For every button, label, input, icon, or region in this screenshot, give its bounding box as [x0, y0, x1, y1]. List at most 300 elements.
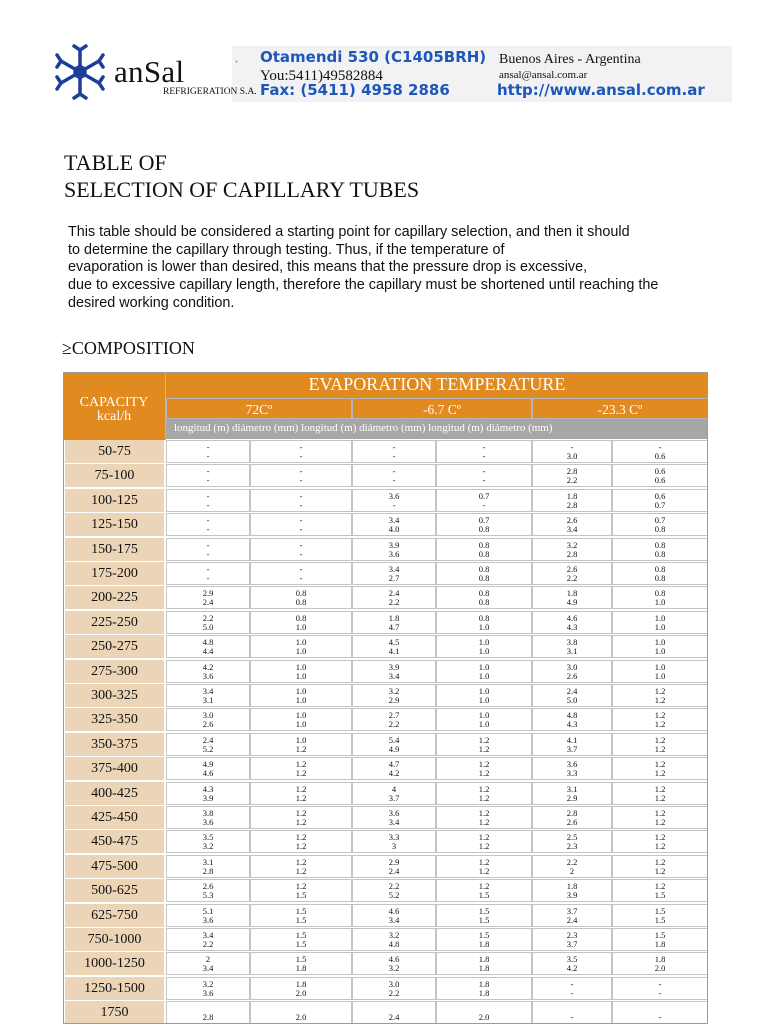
cell-value: 1.2	[295, 808, 307, 818]
cell-value: 2.3	[566, 930, 578, 940]
capacity-cell: 1750	[65, 1001, 164, 1024]
cell-value: -	[206, 475, 210, 486]
length-cell	[532, 830, 612, 853]
capacity-cell: 250-275	[65, 635, 164, 658]
cell-value: 3.2	[388, 930, 400, 940]
cell-value: 1.2	[654, 856, 666, 867]
cell-value: 4.5	[388, 637, 400, 648]
table-row	[63, 538, 708, 562]
cell-value: 1.2	[478, 808, 490, 818]
cell-value: 3.7	[566, 905, 578, 916]
length-cell	[166, 952, 250, 975]
capacity-cell: 475-500	[65, 855, 164, 878]
table-row	[63, 782, 708, 806]
diameter-cell	[250, 904, 352, 927]
cell-value: 1.0	[654, 637, 666, 648]
cell-value: 2.2	[388, 987, 400, 998]
length-cell	[352, 464, 436, 487]
length-cell	[352, 708, 436, 731]
length-cell	[352, 806, 436, 829]
cell-value: 4.7	[388, 621, 400, 632]
capacity-cell: 750-1000	[65, 928, 164, 951]
cell-value: 2.9	[566, 792, 578, 803]
cell-value: 5.1	[202, 905, 214, 916]
length-cell	[532, 684, 612, 707]
length-cell	[166, 538, 250, 561]
cell-value: 0.8	[654, 539, 666, 550]
cell-value: -	[299, 548, 303, 559]
length-cell	[352, 733, 436, 756]
diameter-cell	[250, 928, 352, 951]
cell-value: 4.8	[202, 637, 214, 648]
length-cell	[352, 1001, 436, 1024]
cell-value: 1.8	[478, 987, 490, 998]
length-cell	[532, 586, 612, 609]
cell-value: 0.8	[478, 548, 490, 559]
diameter-cell	[250, 562, 352, 585]
cell-value: 1.5	[295, 930, 307, 940]
cell-value: 0.8	[478, 612, 490, 623]
length-cell	[166, 708, 250, 731]
cell-value: 1.0	[295, 734, 307, 745]
cell-value: 1.0	[295, 670, 307, 681]
table-row	[63, 489, 708, 513]
cell-value: 2.0	[478, 1012, 490, 1023]
cell-value: 0.7	[654, 515, 666, 526]
cell-value: 4.9	[388, 743, 400, 754]
length-cell	[352, 635, 436, 658]
cell-value: 2.3	[566, 841, 578, 852]
cell-value: 1.0	[478, 695, 490, 705]
cell-value: 2.2	[202, 612, 214, 623]
cell-value: 1.5	[654, 914, 666, 925]
cell-value: 1.0	[478, 646, 490, 657]
table-row	[63, 977, 708, 1001]
cell-value: 2.4	[388, 865, 400, 876]
cell-value: -	[299, 539, 303, 550]
cell-value: 1.0	[478, 719, 490, 730]
cell-value: -	[570, 1012, 574, 1023]
cell-value: 2.8	[202, 865, 214, 876]
length-cell	[532, 977, 612, 1000]
cell-value: 3.9	[566, 890, 578, 901]
table-row	[63, 513, 708, 537]
cell-value: 1.0	[478, 710, 490, 721]
cell-value: -	[392, 466, 396, 477]
cell-value: 2.6	[566, 515, 578, 526]
diameter-cell	[436, 952, 532, 975]
length-cell	[352, 855, 436, 878]
diameter-cell	[250, 977, 352, 1000]
diameter-cell	[436, 977, 532, 1000]
diameter-cell	[436, 440, 532, 463]
capacity-cell: 275-300	[65, 660, 164, 683]
diameter-cell	[436, 684, 532, 707]
cell-value: 4.3	[202, 783, 214, 794]
cell-value: -	[392, 451, 396, 461]
cell-value: 1.2	[654, 841, 666, 852]
length-cell	[532, 928, 612, 951]
cell-value: 3.4	[388, 564, 400, 574]
cell-value: 3.7	[566, 939, 578, 949]
cell-value: -	[658, 1012, 662, 1023]
cell-value: 2.9	[388, 856, 400, 867]
length-cell	[532, 660, 612, 683]
length-cell	[532, 1001, 612, 1024]
cell-value: 2.2	[566, 475, 578, 486]
cell-value: 4.0	[388, 524, 400, 535]
cell-value: 4.8	[566, 710, 578, 721]
diameter-cell	[612, 513, 708, 536]
cell-value: 3.7	[566, 743, 578, 754]
cell-value: 1.0	[654, 661, 666, 672]
intro-line: to determine the capillary through testing. Thus, if the temperature of	[68, 241, 505, 258]
cell-value: 1.8	[654, 954, 666, 965]
cell-value: 1.0	[478, 686, 490, 696]
length-cell	[532, 806, 612, 829]
cell-value: 1.2	[654, 792, 666, 803]
cell-value: -	[206, 573, 210, 583]
diameter-cell	[612, 879, 708, 902]
cell-value: 2.0	[295, 987, 307, 998]
cell-value: 1.2	[654, 710, 666, 721]
cell-value: 2.4	[388, 588, 400, 599]
cell-value: 1.0	[478, 670, 490, 681]
capacity-cell: 500-625	[65, 879, 164, 902]
cell-value: -	[570, 987, 574, 998]
cell-value: 0.8	[654, 564, 666, 574]
length-cell	[352, 489, 436, 512]
cell-value: 1.2	[654, 743, 666, 754]
cell-value: 4.1	[566, 734, 578, 745]
cell-value: 4.2	[388, 768, 400, 779]
diameter-cell	[612, 611, 708, 634]
cell-value: 2.5	[566, 832, 578, 843]
cell-value: 1.2	[654, 808, 666, 818]
cell-value: 0.8	[654, 573, 666, 583]
diameter-cell	[436, 733, 532, 756]
cell-value: 5.3	[202, 890, 214, 901]
length-cell	[352, 757, 436, 780]
diameter-cell	[436, 489, 532, 512]
table-row	[63, 733, 708, 757]
cell-value: -	[299, 573, 303, 583]
cell-value: 2.2	[566, 856, 578, 867]
cell-value: 1.5	[295, 939, 307, 949]
cell-value: 2.6	[566, 670, 578, 681]
diameter-cell	[436, 830, 532, 853]
decorative-dot: •	[235, 57, 239, 67]
cell-value: 1.0	[478, 621, 490, 632]
cell-value: 3.1	[566, 646, 578, 657]
length-cell	[352, 684, 436, 707]
cell-value: 0.8	[654, 548, 666, 559]
diameter-cell	[612, 538, 708, 561]
length-cell	[532, 952, 612, 975]
cell-value: 1.2	[654, 695, 666, 705]
cell-value: 0.8	[478, 564, 490, 574]
cell-value: 3.8	[202, 808, 214, 818]
cell-value: -	[206, 539, 210, 550]
length-cell	[166, 928, 250, 951]
cell-value: 2.2	[388, 881, 400, 892]
cell-value: -	[206, 490, 210, 501]
length-cell	[166, 440, 250, 463]
diameter-cell	[436, 904, 532, 927]
diameter-cell	[612, 977, 708, 1000]
intro-line: This table should be considered a starting point for capillary selection, and then it should	[68, 224, 630, 240]
cell-value: -	[206, 564, 210, 574]
cell-value: 1.5	[478, 930, 490, 940]
capacity-cell: 400-425	[65, 782, 164, 805]
phone-line: You:5411)49582884	[260, 68, 383, 84]
diameter-cell	[250, 879, 352, 902]
temp-header-2: -6.7 Cº	[352, 398, 532, 419]
diameter-cell	[250, 806, 352, 829]
intro-line: due to excessive capillary length, therefore the capillary must be shortened until reaching the	[68, 277, 659, 294]
website-link[interactable]: http://www.ansal.com.ar	[497, 81, 705, 99]
length-cell	[532, 855, 612, 878]
diameter-cell	[250, 952, 352, 975]
cell-value: 1.0	[654, 646, 666, 657]
cell-value: 3.6	[566, 759, 578, 770]
length-cell	[166, 855, 250, 878]
diameter-cell	[612, 855, 708, 878]
length-cell	[166, 611, 250, 634]
diameter-cell	[250, 586, 352, 609]
length-cell	[532, 538, 612, 561]
email-link[interactable]: ansal@ansal.com.ar	[499, 69, 588, 81]
cell-value: -	[206, 499, 210, 510]
cell-value: 3.8	[566, 637, 578, 648]
cell-value: 0.6	[654, 451, 666, 461]
cell-value: 1.8	[566, 881, 578, 892]
diameter-cell	[612, 904, 708, 927]
cell-value: 0.8	[478, 539, 490, 550]
length-cell	[352, 830, 436, 853]
length-cell	[532, 904, 612, 927]
cell-value: 1.0	[295, 710, 307, 721]
cell-value: 0.8	[295, 597, 307, 608]
capacity-header	[63, 372, 166, 440]
cell-value: 0.8	[654, 524, 666, 535]
cell-value: 3.6	[202, 987, 214, 998]
cell-value: 4.7	[388, 759, 400, 770]
cell-value: 4.6	[388, 954, 400, 965]
diameter-cell	[436, 635, 532, 658]
cell-value: 0.8	[478, 524, 490, 535]
cell-value: 0.8	[478, 573, 490, 583]
cell-value: 2.8	[566, 548, 578, 559]
capacity-header-unit: kcal/h	[96, 409, 132, 424]
cell-value: 3.4	[388, 515, 400, 526]
diameter-cell	[250, 782, 352, 805]
cell-value: 0.7	[478, 490, 490, 501]
capacity-cell: 1250-1500	[65, 977, 164, 1000]
table-row	[63, 904, 708, 928]
cell-value: 1.2	[478, 856, 490, 867]
table-row	[63, 660, 708, 684]
length-cell	[166, 977, 250, 1000]
cell-value: 1.2	[478, 881, 490, 892]
diameter-cell	[250, 611, 352, 634]
column-subheader: longitud (m) diámetro (mm) longitud (m) diámetro (mm) longitud (m) diámetro (mm)	[166, 419, 708, 439]
cell-value: 3.9	[202, 792, 214, 803]
length-cell	[532, 733, 612, 756]
cell-value: 4.6	[566, 612, 578, 623]
cell-value: 1.2	[478, 841, 490, 852]
capacity-cell: 625-750	[65, 904, 164, 927]
cell-value: -	[482, 451, 486, 461]
city-line: Buenos Aires - Argentina	[499, 52, 641, 67]
diameter-cell	[612, 733, 708, 756]
table-row	[63, 757, 708, 781]
capacity-cell: 375-400	[65, 757, 164, 780]
length-cell	[352, 660, 436, 683]
length-cell	[532, 757, 612, 780]
cell-value: 1.5	[654, 930, 666, 940]
cell-value: 0.8	[478, 597, 490, 608]
diameter-cell	[436, 1001, 532, 1024]
cell-value: 0.6	[654, 475, 666, 486]
capacity-cell: 175-200	[65, 562, 164, 585]
cell-value: 1.2	[295, 856, 307, 867]
cell-value: 2.2	[388, 597, 400, 608]
cell-value: 1.2	[478, 832, 490, 843]
length-cell	[532, 464, 612, 487]
cell-value: 1.2	[295, 783, 307, 794]
temp-header-3: -23.3 Cº	[532, 398, 708, 419]
cell-value: 1.5	[478, 905, 490, 916]
cell-value: 1.2	[295, 832, 307, 843]
composition-heading: ≥COMPOSITION	[62, 338, 195, 358]
cell-value: 2.2	[202, 939, 214, 949]
cell-value: 3.6	[388, 490, 400, 501]
cell-value: 3.1	[566, 783, 578, 794]
cell-value: -	[299, 564, 303, 574]
cell-value: 1.0	[295, 621, 307, 632]
diameter-cell	[612, 782, 708, 805]
cell-value: 3.6	[202, 670, 214, 681]
cell-value: -	[570, 442, 574, 452]
cell-value: -	[658, 987, 662, 998]
diameter-cell	[436, 855, 532, 878]
cell-value: 2.2	[388, 719, 400, 730]
capacity-cell: 450-475	[65, 830, 164, 853]
cell-value: 3.2	[388, 963, 400, 974]
cell-value: 2.6	[202, 881, 214, 892]
cell-value: 1.0	[478, 661, 490, 672]
length-cell	[166, 757, 250, 780]
cell-value: 5.2	[202, 743, 214, 754]
diameter-cell	[436, 757, 532, 780]
cell-value: 3.2	[202, 841, 214, 852]
length-cell	[166, 684, 250, 707]
cell-value: 1.2	[478, 759, 490, 770]
page-title-line-1: TABLE OF	[64, 150, 167, 175]
diameter-cell	[250, 757, 352, 780]
cell-value: 2.4	[566, 914, 578, 925]
length-cell	[532, 513, 612, 536]
length-cell	[166, 1001, 250, 1024]
length-cell	[166, 806, 250, 829]
cell-value: -	[299, 466, 303, 477]
cell-value: 2.6	[566, 564, 578, 574]
cell-value: 3.0	[566, 451, 578, 461]
cell-value: 2.8	[202, 1012, 214, 1023]
diameter-cell	[612, 660, 708, 683]
cell-value: -	[482, 466, 486, 477]
cell-value: 3.5	[202, 832, 214, 843]
cell-value: -	[299, 475, 303, 486]
cell-value: 1.2	[654, 768, 666, 779]
cell-value: 4.2	[202, 661, 214, 672]
intro-line: desired working condition.	[68, 294, 235, 311]
cell-value: 4.6	[202, 768, 214, 779]
table-row	[63, 708, 708, 732]
diameter-cell	[612, 440, 708, 463]
cell-value: 1.2	[654, 865, 666, 876]
diameter-cell	[612, 635, 708, 658]
diameter-cell	[250, 830, 352, 853]
table-row	[63, 928, 708, 952]
diameter-cell	[250, 538, 352, 561]
cell-value: 4.8	[388, 939, 400, 949]
diameter-cell	[250, 1001, 352, 1024]
diameter-cell	[250, 855, 352, 878]
cell-value: 3.4	[202, 930, 214, 940]
cell-value: 2.7	[388, 573, 400, 583]
capillary-selection-table	[63, 372, 708, 1024]
cell-value: 1.2	[478, 743, 490, 754]
cell-value: 3.6	[388, 548, 400, 559]
diameter-cell	[612, 562, 708, 585]
cell-value: 1.5	[654, 890, 666, 901]
cell-value: 3.4	[388, 817, 400, 827]
cell-value: 1.2	[478, 792, 490, 803]
capacity-header-label: CAPACITY	[79, 395, 149, 410]
cell-value: 3.7	[388, 792, 400, 803]
cell-value: 1.5	[295, 914, 307, 925]
length-cell	[166, 904, 250, 927]
cell-value: 1.2	[295, 743, 307, 754]
capacity-cell: 125-150	[65, 513, 164, 536]
cell-value: 2.7	[388, 710, 400, 721]
cell-value: 1.2	[654, 734, 666, 745]
diameter-cell	[250, 440, 352, 463]
cell-value: 1.2	[654, 881, 666, 892]
intro-paragraph	[68, 224, 728, 313]
cell-value: 1.0	[295, 695, 307, 705]
cell-value: 5.4	[388, 734, 400, 745]
cell-value: 1.2	[295, 768, 307, 779]
cell-value: -	[299, 524, 303, 535]
cell-value: 4.4	[202, 646, 214, 657]
cell-value: 2.6	[202, 719, 214, 730]
cell-value: 5.2	[388, 890, 400, 901]
length-cell	[532, 708, 612, 731]
cell-value: 1.5	[478, 914, 490, 925]
cell-value: 4.2	[566, 963, 578, 974]
cell-value: 4.9	[566, 597, 578, 608]
cell-value: 1.2	[295, 841, 307, 852]
cell-value: 1.5	[478, 890, 490, 901]
cell-value: 1.2	[654, 817, 666, 827]
diameter-cell	[436, 464, 532, 487]
capacity-cell: 200-225	[65, 586, 164, 609]
length-cell	[352, 879, 436, 902]
diameter-cell	[612, 830, 708, 853]
